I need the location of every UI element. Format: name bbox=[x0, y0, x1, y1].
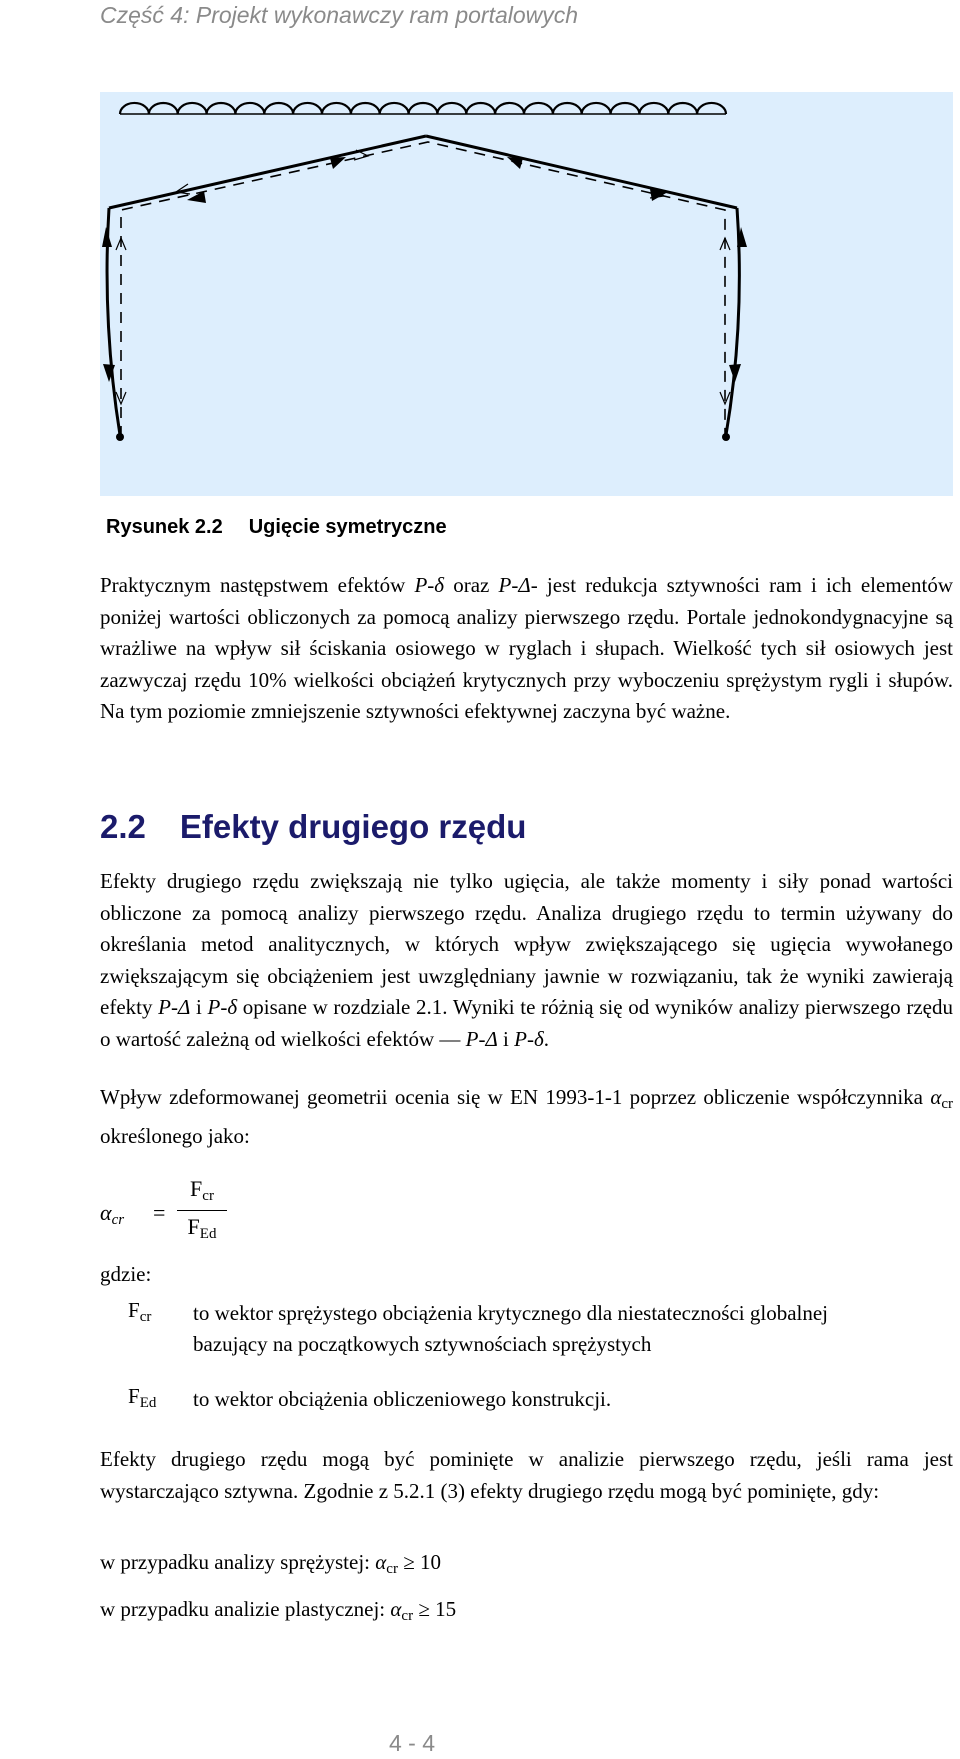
formula-lhs bbox=[100, 1200, 124, 1229]
para2-text-2: opisane w rozdziale 2.1. Wyniki te różnią się od wyników analizy pierwszego rzędu o wartość zależną od wielkości efektów — bbox=[100, 995, 953, 1051]
p-big-delta-term: P-Δ bbox=[498, 573, 531, 597]
caption-number: Rysunek 2.2 bbox=[106, 516, 223, 538]
definition-symbol: F bbox=[128, 1384, 140, 1408]
p-small-delta-term: P-δ bbox=[207, 995, 238, 1019]
intro-text-3: - jest redukcja sztywności ram i ich elementów poniżej wartości obliczonych za pomocą analizy pierwszego rzędu. Portale jednokondygnacyjne są wrażliwe na wpływ sił ściskania osiowego w ryglach i słupach. Wielkość tych sił osiowych jest zazwyczaj rzędu 10% wielkości obciążeń krytycznych przy wyboczeniu sprężystym rygli i słupów. Na tym poziomie zmniejszenie sztywności efektywnej zaczyna być ważne. bbox=[100, 573, 953, 723]
definition-text-fed: to wektor obciążenia obliczeniowego konstrukcji. bbox=[193, 1387, 612, 1411]
formula-numerator bbox=[177, 1176, 227, 1205]
alpha-subscript: cr bbox=[401, 1608, 414, 1624]
distributed-load-arcs bbox=[120, 103, 726, 114]
para3-text-2: określonego jako: bbox=[100, 1123, 250, 1148]
alpha-symbol: α bbox=[375, 1550, 387, 1574]
definition-term-fcr bbox=[128, 1298, 151, 1326]
intro-text-1: Praktycznym następstwem efektów bbox=[100, 573, 415, 597]
alpha-intro-paragraph bbox=[100, 1082, 953, 1152]
section-number: 2.2 bbox=[100, 808, 146, 845]
definition-symbol: F bbox=[128, 1298, 140, 1322]
condition-label: w przypadku analizy sprężystej: bbox=[100, 1550, 376, 1574]
frame-deflection-figure bbox=[100, 92, 953, 496]
condition-operator: ≥ bbox=[413, 1597, 436, 1621]
section-title: Efekty drugiego rzędu bbox=[179, 808, 527, 845]
alpha-subscript: cr bbox=[386, 1561, 398, 1577]
denominator-symbol: F bbox=[187, 1214, 200, 1239]
condition-value: 15 bbox=[435, 1597, 457, 1621]
page-number: 4 - 4 bbox=[389, 1730, 436, 1756]
figure-caption bbox=[106, 516, 447, 539]
para2-and-1: i bbox=[190, 995, 208, 1019]
p-small-delta-term: P-δ bbox=[514, 1026, 544, 1051]
deformed-shape-dashed bbox=[121, 142, 725, 437]
definition-text-fcr: to wektor sprężystego obciążenia krytycznego dla niestateczności globalnej bazujący na początkowych sztywnościach sprężystych bbox=[193, 1301, 829, 1356]
fraction-bar bbox=[177, 1210, 227, 1211]
left-support bbox=[116, 433, 124, 441]
deformed-shape-arrows bbox=[116, 150, 730, 404]
axial-force-arrows bbox=[102, 157, 747, 382]
condition-label: w przypadku analizie plastycznej: bbox=[100, 1597, 391, 1621]
condition-operator: ≥ bbox=[397, 1550, 420, 1574]
where-label: gdzie: bbox=[100, 1262, 152, 1286]
alpha-subscript: cr bbox=[941, 1096, 953, 1112]
condition-elastic bbox=[100, 1550, 441, 1578]
para3-text-1: Wpływ zdeformowanej geometrii ocenia się w EN 1993-1-1 poprzez obliczenie współczynnika bbox=[100, 1085, 931, 1109]
definition-subscript: cr bbox=[139, 1309, 152, 1325]
second-order-paragraph bbox=[100, 866, 953, 1055]
denominator-subscript: Ed bbox=[199, 1226, 217, 1242]
running-header: Część 4: Projekt wykonawczy ram portalowych bbox=[100, 2, 579, 28]
alpha-cr-formula bbox=[100, 1174, 230, 1254]
formula-denominator bbox=[177, 1214, 227, 1243]
equals-sign: = bbox=[153, 1200, 166, 1225]
para2-and-2: i bbox=[497, 1026, 515, 1051]
condition-plastic bbox=[100, 1597, 456, 1625]
caption-title: Ugięcie symetryczne bbox=[248, 516, 447, 538]
p-big-delta-term: P-Δ bbox=[158, 995, 191, 1019]
right-support bbox=[722, 433, 730, 441]
alpha-subscript: cr bbox=[111, 1212, 125, 1228]
numerator-symbol: F bbox=[190, 1176, 203, 1201]
numerator-subscript: cr bbox=[202, 1188, 214, 1204]
condition-value: 10 bbox=[419, 1550, 441, 1574]
definition-term-fed bbox=[128, 1384, 156, 1412]
portal-frame-diagram bbox=[100, 92, 953, 496]
alpha-symbol: α bbox=[390, 1597, 402, 1621]
section-heading bbox=[100, 808, 526, 846]
p-big-delta-term: P-Δ bbox=[465, 1026, 498, 1051]
alpha-symbol: α bbox=[100, 1200, 112, 1225]
p-small-delta-term: P-δ bbox=[414, 573, 445, 597]
alpha-symbol: α bbox=[930, 1085, 942, 1109]
para2-end: . bbox=[543, 1026, 549, 1051]
neglect-paragraph: Efekty drugiego rzędu mogą być pominięte w analizie pierwszego rzędu, jeśli rama jest wystarczająco sztywna. Zgodnie z 5.2.1 (3) efekty drugiego rzędu mogą być pominięte, gdy: bbox=[100, 1447, 953, 1503]
definition-subscript: Ed bbox=[139, 1395, 157, 1411]
para2-text-1: Efekty drugiego rzędu zwiększają nie tylko ugięcia, ale także momenty i siły ponad wartości obliczone za pomocą analizy pierwszego rzędu. Analiza drugiego rzędu to termin używany do określania metod analitycznych, w których wpływ zwiększającego się ugięcia wywołanego zwiększającym się obciążeniem jest uwzględniany jawnie w rozwiązaniu, tak że wyniki zawierają efekty bbox=[100, 869, 953, 1019]
intro-text-2: oraz bbox=[444, 573, 499, 597]
intro-paragraph bbox=[100, 570, 953, 728]
frame-solid bbox=[107, 136, 739, 435]
